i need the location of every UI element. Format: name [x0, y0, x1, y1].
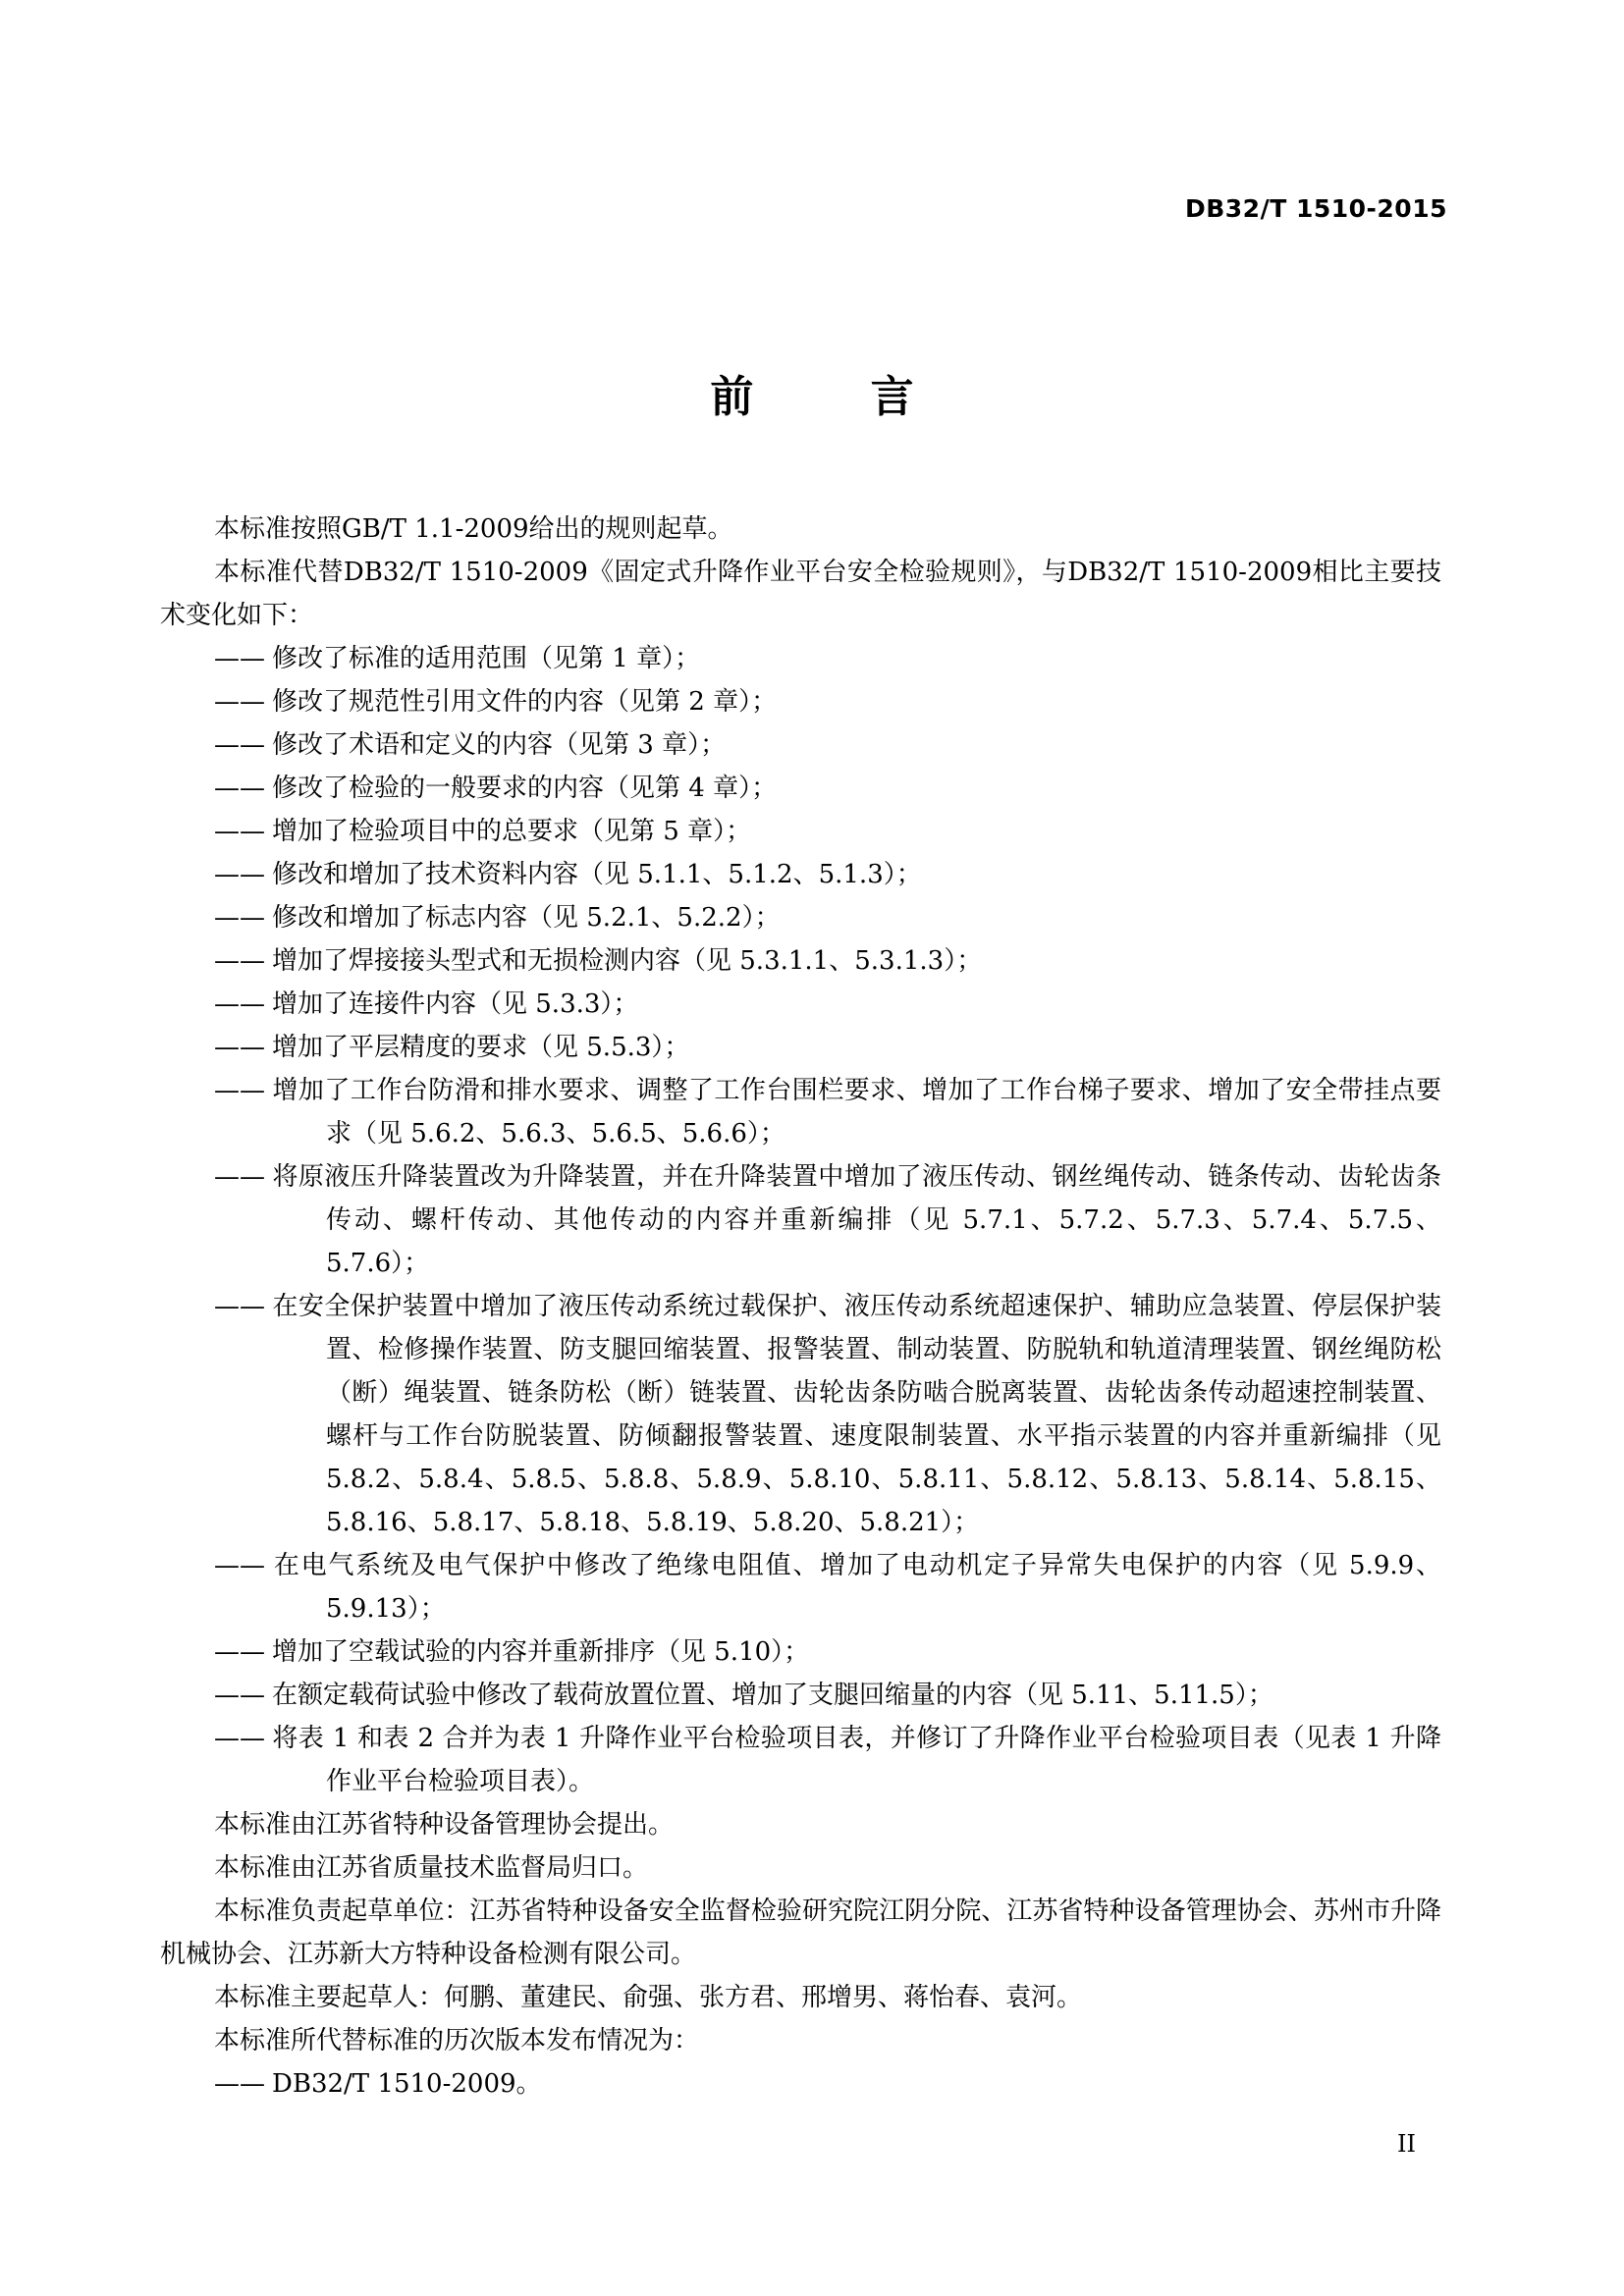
dash-marker: ——	[214, 1033, 265, 1062]
paragraph: 本标准所代替标准的历次版本发布情况为：	[214, 2026, 700, 2056]
page-number: II	[1397, 2130, 1416, 2158]
dash-marker: ——	[214, 860, 265, 889]
dash-marker: ——	[214, 1162, 265, 1192]
list-item	[214, 2062, 1441, 2106]
document-code: DB32/T 1510-2015	[1184, 194, 1447, 223]
list-item-text: 将表 1 和表 2 合并为表 1 升降作业平台检验项目表，并修订了升降作业平台检验项目表（见表 1 升降作业平台检验项目表）。	[272, 1724, 1441, 1796]
list-item	[214, 680, 1441, 723]
list-item	[214, 810, 1441, 853]
paragraph: 本标准由江苏省质量技术监督局归口。	[214, 1853, 649, 1883]
list-item	[214, 1717, 1441, 1803]
dash-marker: ——	[214, 989, 265, 1019]
dash-marker: ——	[214, 644, 265, 673]
list-item-text: 在安全保护装置中增加了液压传动系统过载保护、液压传动系统超速保护、辅助应急装置、停层保护装置、检修操作装置、防支腿回缩装置、报警装置、制动装置、防脱轨和轨道清理装置、钢丝绳防松（断）绳装置、链条防松（断）链装置、齿轮齿条防啮合脱离装置、齿轮齿条传动超速控制装置、螺杆与工作台防脱装置、防倾翻报警装置、速度限制装置、水平指示装置的内容并重新编排（见 5.8.2、5.8.4、5.8.5、5.8.8、5.8.9、5.8.10、5.8.11、5.8.12、5.8.13、5.8.14、5.8.15、5.8.16、5.8.17、5.8.18、5.8.19、5.8.20、5.8.21）；	[272, 1292, 1441, 1537]
list-item	[214, 1069, 1441, 1155]
list-item-text: 修改了标准的适用范围（见第 1 章）；	[272, 644, 701, 673]
list-item-text: 增加了连接件内容（见 5.3.3）；	[272, 989, 639, 1019]
dash-marker: ——	[214, 1292, 265, 1321]
list-item-text: 修改了检验的一般要求的内容（见第 4 章）；	[272, 774, 778, 803]
paragraph: 本标准主要起草人：何鹏、董建民、俞强、张方君、邢增男、蒋怡春、袁河。	[214, 1983, 1083, 2012]
list-item	[214, 723, 1441, 767]
list-item	[214, 853, 1441, 896]
dash-marker: ——	[214, 903, 265, 933]
changes-list	[160, 637, 1441, 1803]
list-item	[214, 1026, 1441, 1069]
list-item	[214, 1155, 1441, 1285]
paragraph: 本标准由江苏省特种设备管理协会提出。	[214, 1810, 675, 1840]
list-item-text: 增加了平层精度的要求（见 5.5.3）；	[272, 1033, 690, 1062]
dash-marker: ——	[214, 1076, 265, 1105]
dash-marker: ——	[214, 1551, 265, 1580]
list-item-text: 修改和增加了技术资料内容（见 5.1.1、5.1.2、5.1.3）；	[272, 860, 922, 889]
list-item-text: 在额定载荷试验中修改了载荷放置位置、增加了支腿回缩量的内容（见 5.11、5.11.5）；	[272, 1681, 1273, 1710]
list-item-text: 在电气系统及电气保护中修改了绝缘电阻值、增加了电动机定子异常失电保护的内容（见 5.9.9、5.9.13）；	[272, 1551, 1441, 1624]
dash-marker: ——	[214, 1724, 265, 1753]
list-item	[214, 939, 1441, 983]
dash-marker: ——	[214, 817, 265, 846]
dash-marker: ——	[214, 687, 265, 717]
document-body	[160, 507, 1441, 2106]
list-item	[214, 637, 1441, 680]
list-item	[214, 1674, 1441, 1717]
list-item	[214, 767, 1441, 810]
list-item	[214, 1544, 1441, 1630]
list-item-text: 增加了检验项目中的总要求（见第 5 章）；	[272, 817, 752, 846]
list-item	[214, 896, 1441, 939]
dash-marker: ——	[214, 730, 265, 760]
dash-marker: ——	[214, 946, 265, 976]
list-item-text: 修改了规范性引用文件的内容（见第 2 章）；	[272, 687, 778, 717]
list-item-text: 修改和增加了标志内容（见 5.2.1、5.2.2）；	[272, 903, 781, 933]
dash-marker: ——	[214, 1681, 265, 1710]
paragraph: 本标准负责起草单位：江苏省特种设备安全监督检验研究院江阴分院、江苏省特种设备管理协会、苏州市升降机械协会、江苏新大方特种设备检测有限公司。	[160, 1896, 1441, 1969]
paragraph: 本标准代替DB32/T 1510-2009《固定式升降作业平台安全检验规则》，与DB32/T 1510-2009相比主要技术变化如下：	[160, 558, 1441, 630]
paragraph: 本标准按照GB/T 1.1-2009给出的规则起草。	[214, 514, 733, 544]
list-item	[214, 1285, 1441, 1544]
list-item-text: 增加了空载试验的内容并重新排序（见 5.10）；	[272, 1637, 810, 1667]
dash-marker: ——	[214, 2069, 265, 2099]
list-item	[214, 983, 1441, 1026]
list-item-text: 将原液压升降装置改为升降装置，并在升降装置中增加了液压传动、钢丝绳传动、链条传动、齿轮齿条传动、螺杆传动、其他传动的内容并重新编排（见 5.7.1、5.7.2、5.7.3、5.7.4、5.7.5、5.7.6）；	[272, 1162, 1441, 1278]
page-title: 前 言	[710, 372, 965, 422]
list-item-text: 增加了焊接接头型式和无损检测内容（见 5.3.1.1、5.3.1.3）；	[272, 946, 983, 976]
list-item-text: DB32/T 1510-2009。	[272, 2069, 542, 2099]
dash-marker: ——	[214, 1637, 265, 1667]
list-item-text: 增加了工作台防滑和排水要求、调整了工作台围栏要求、增加了工作台梯子要求、增加了安全带挂点要求（见 5.6.2、5.6.3、5.6.5、5.6.6）；	[272, 1076, 1441, 1148]
history-list	[160, 2062, 1441, 2106]
dash-marker: ——	[214, 774, 265, 803]
list-item	[214, 1630, 1441, 1674]
list-item-text: 修改了术语和定义的内容（见第 3 章）；	[272, 730, 727, 760]
